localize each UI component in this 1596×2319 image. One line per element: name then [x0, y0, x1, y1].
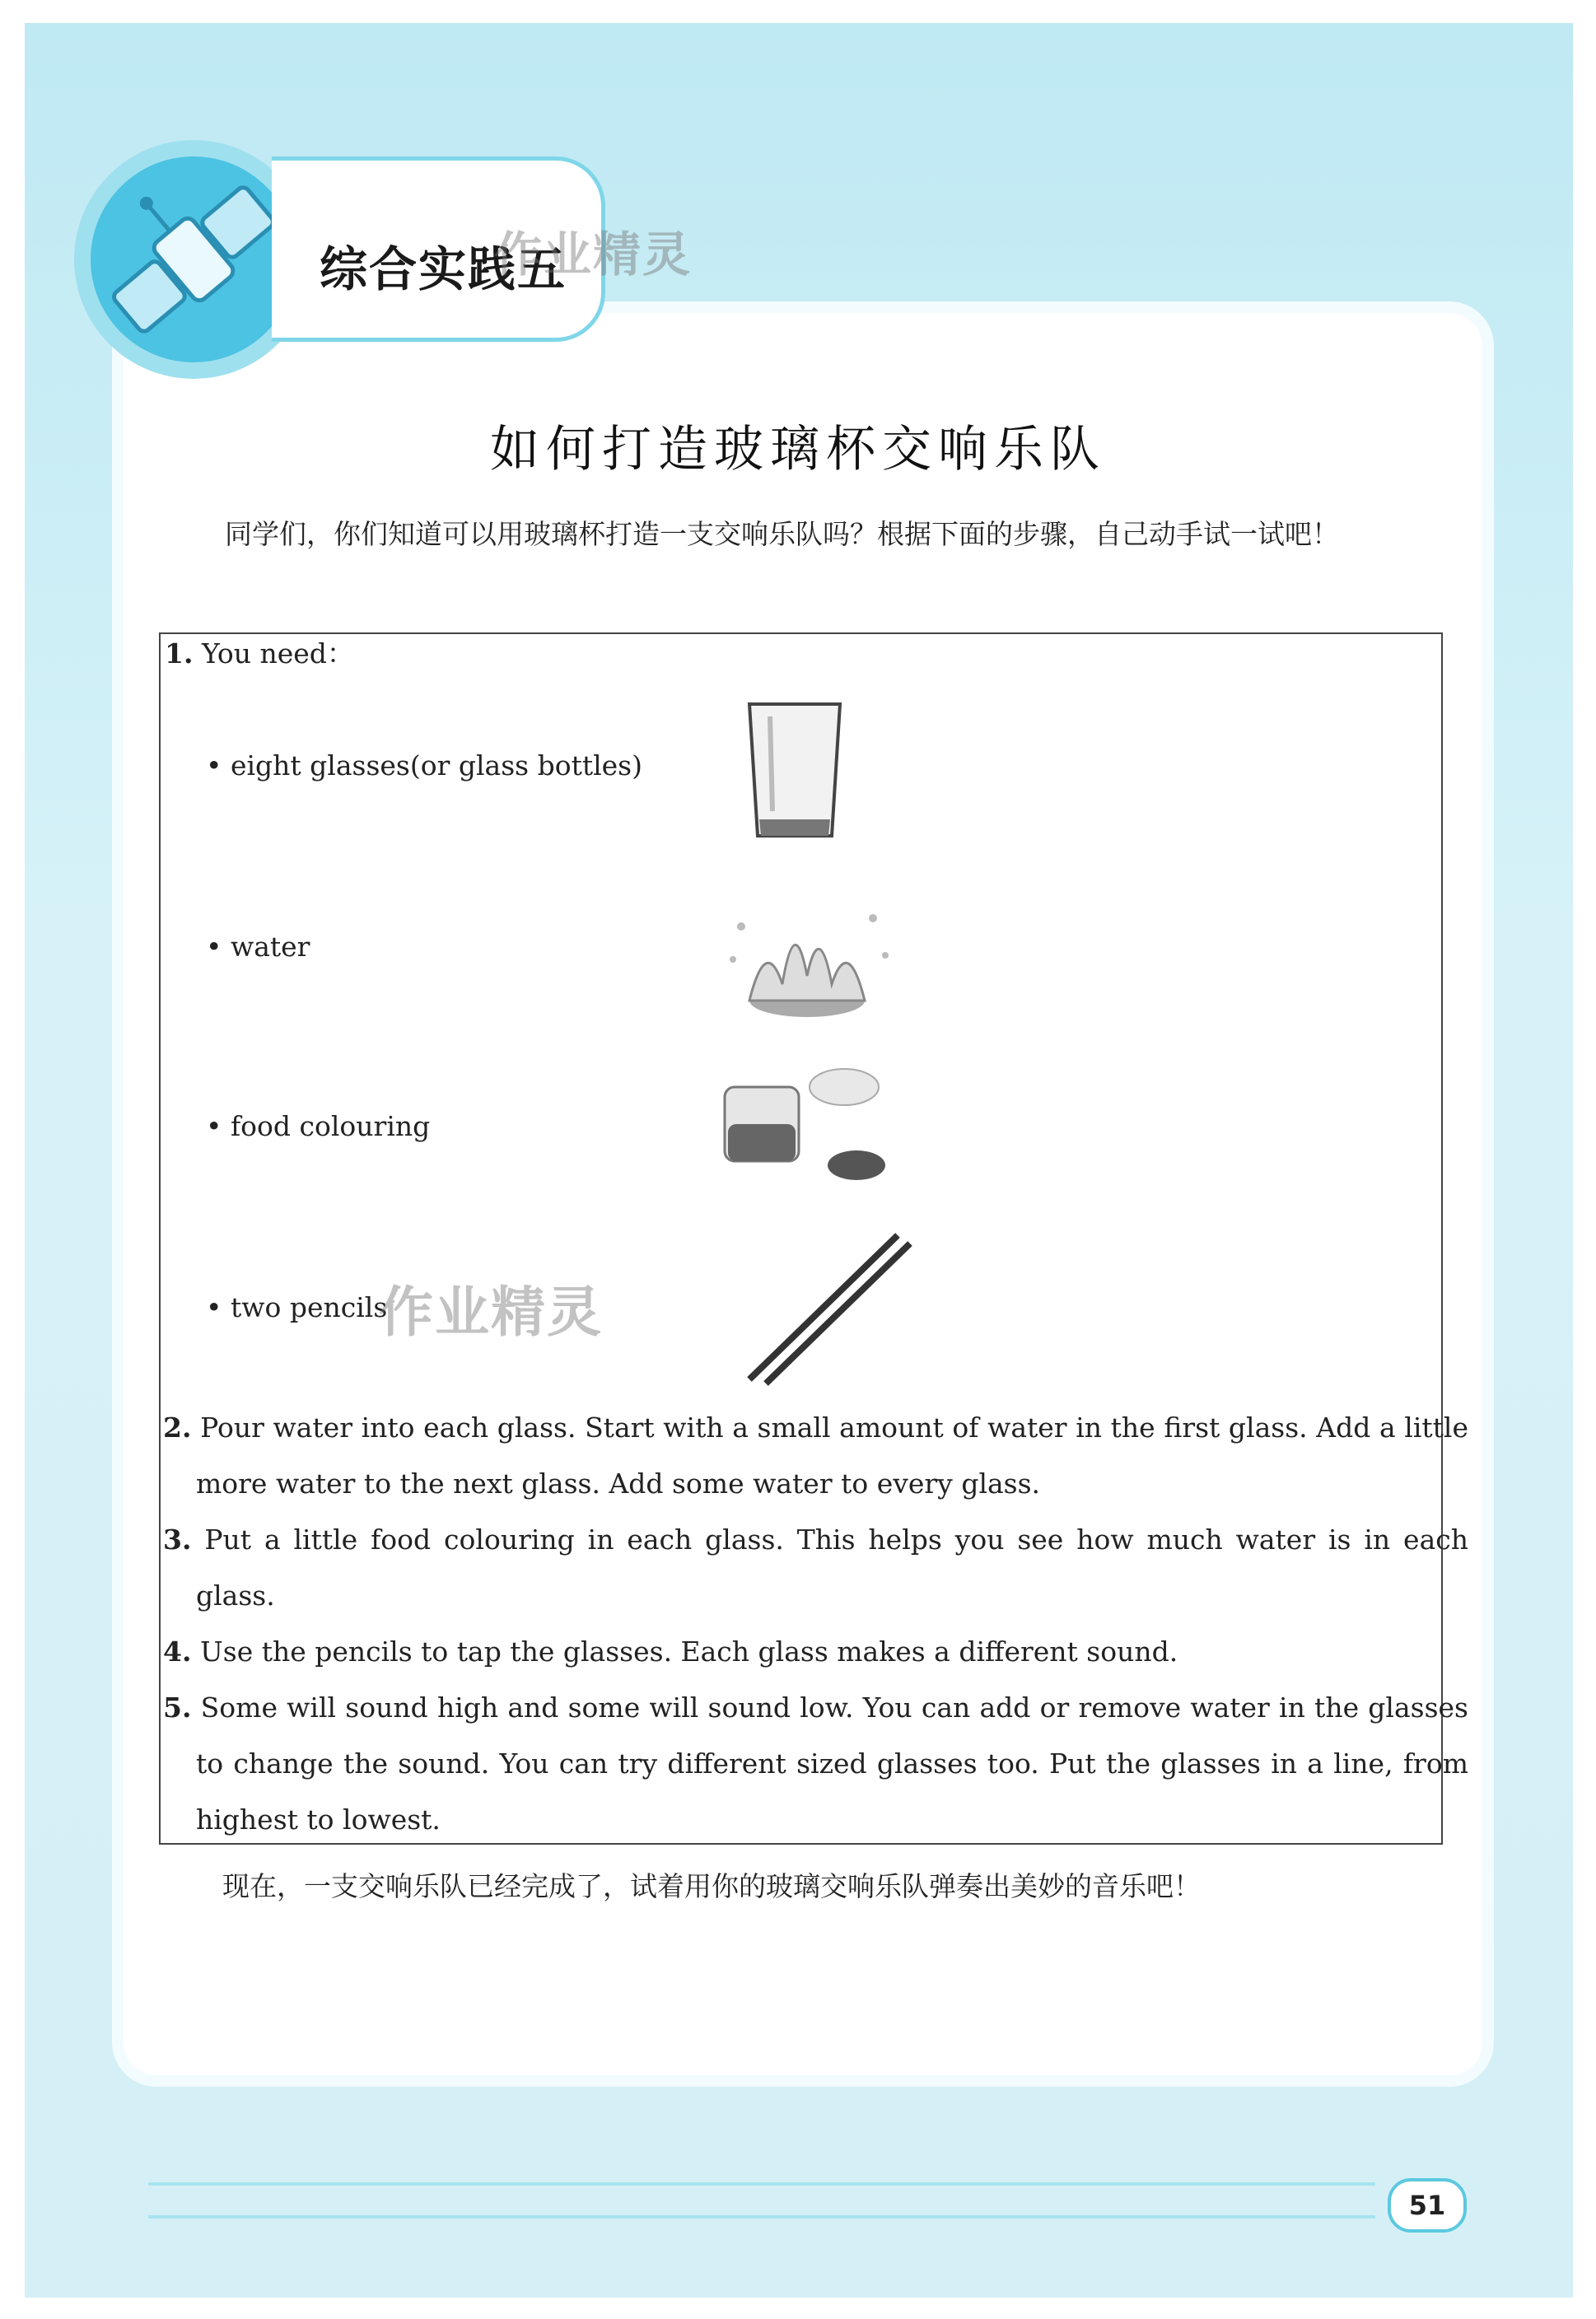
- food-colouring-image: [716, 1054, 914, 1202]
- step-number: 5.: [163, 1691, 192, 1724]
- page-number: 51: [1388, 2178, 1467, 2233]
- step-3: [163, 1512, 1468, 1624]
- list-item: • eight glasses(or glass bottles): [206, 749, 642, 782]
- step-text: Pour water into each glass. Start with a small amount of water in the first glass. Add a little more water to the next glass. Add some water to every glass.: [196, 1411, 1468, 1500]
- step-1-number: 1.: [165, 637, 194, 670]
- step-text: Some will sound high and some will sound low. You can add or remove water in the glasses to change the sound. You can try different sized glasses too. Put the glasses in a line, from highest to lowest.: [196, 1691, 1468, 1836]
- pencils-image: [733, 1227, 914, 1392]
- step-number: 4.: [163, 1635, 192, 1668]
- step-1-heading: [165, 632, 354, 671]
- step-1-text: You need：: [201, 637, 354, 670]
- outro-paragraph: 现在，一支交响乐队已经完成了，试着用你的玻璃交响乐队弹奏出美妙的音乐吧！: [222, 1870, 1201, 1902]
- step-2: [163, 1400, 1468, 1512]
- satellite-icon: [91, 156, 296, 362]
- step-number: 2.: [163, 1411, 192, 1444]
- watermark-middle: 作业精灵: [379, 1281, 603, 1344]
- glass-image: [741, 696, 848, 844]
- list-item: • water: [206, 931, 310, 963]
- page-title: 如何打造玻璃杯交响乐队: [490, 421, 1106, 478]
- list-item: • food colouring: [206, 1110, 431, 1142]
- list-item: • two pencils: [206, 1291, 388, 1323]
- section-title: 综合实践五: [320, 241, 567, 297]
- step-number: 3.: [163, 1523, 192, 1556]
- intro-paragraph: 同学们，你们知道可以用玻璃杯打造一支交响乐队吗？根据下面的步骤，自己动手试一试吧！: [225, 518, 1339, 550]
- footer-divider: [148, 2215, 1375, 2219]
- step-5: [163, 1680, 1468, 1848]
- footer-divider: [148, 2182, 1375, 2186]
- watermark-top: 作业精灵: [494, 226, 693, 282]
- step-4: [163, 1624, 1468, 1680]
- step-text: Use the pencils to tap the glasses. Each glass makes a different sound.: [199, 1635, 1178, 1668]
- step-text: Put a little food colouring in each glass. This helps you see how much water is in each glass.: [196, 1523, 1468, 1612]
- water-splash-image: [708, 877, 906, 1025]
